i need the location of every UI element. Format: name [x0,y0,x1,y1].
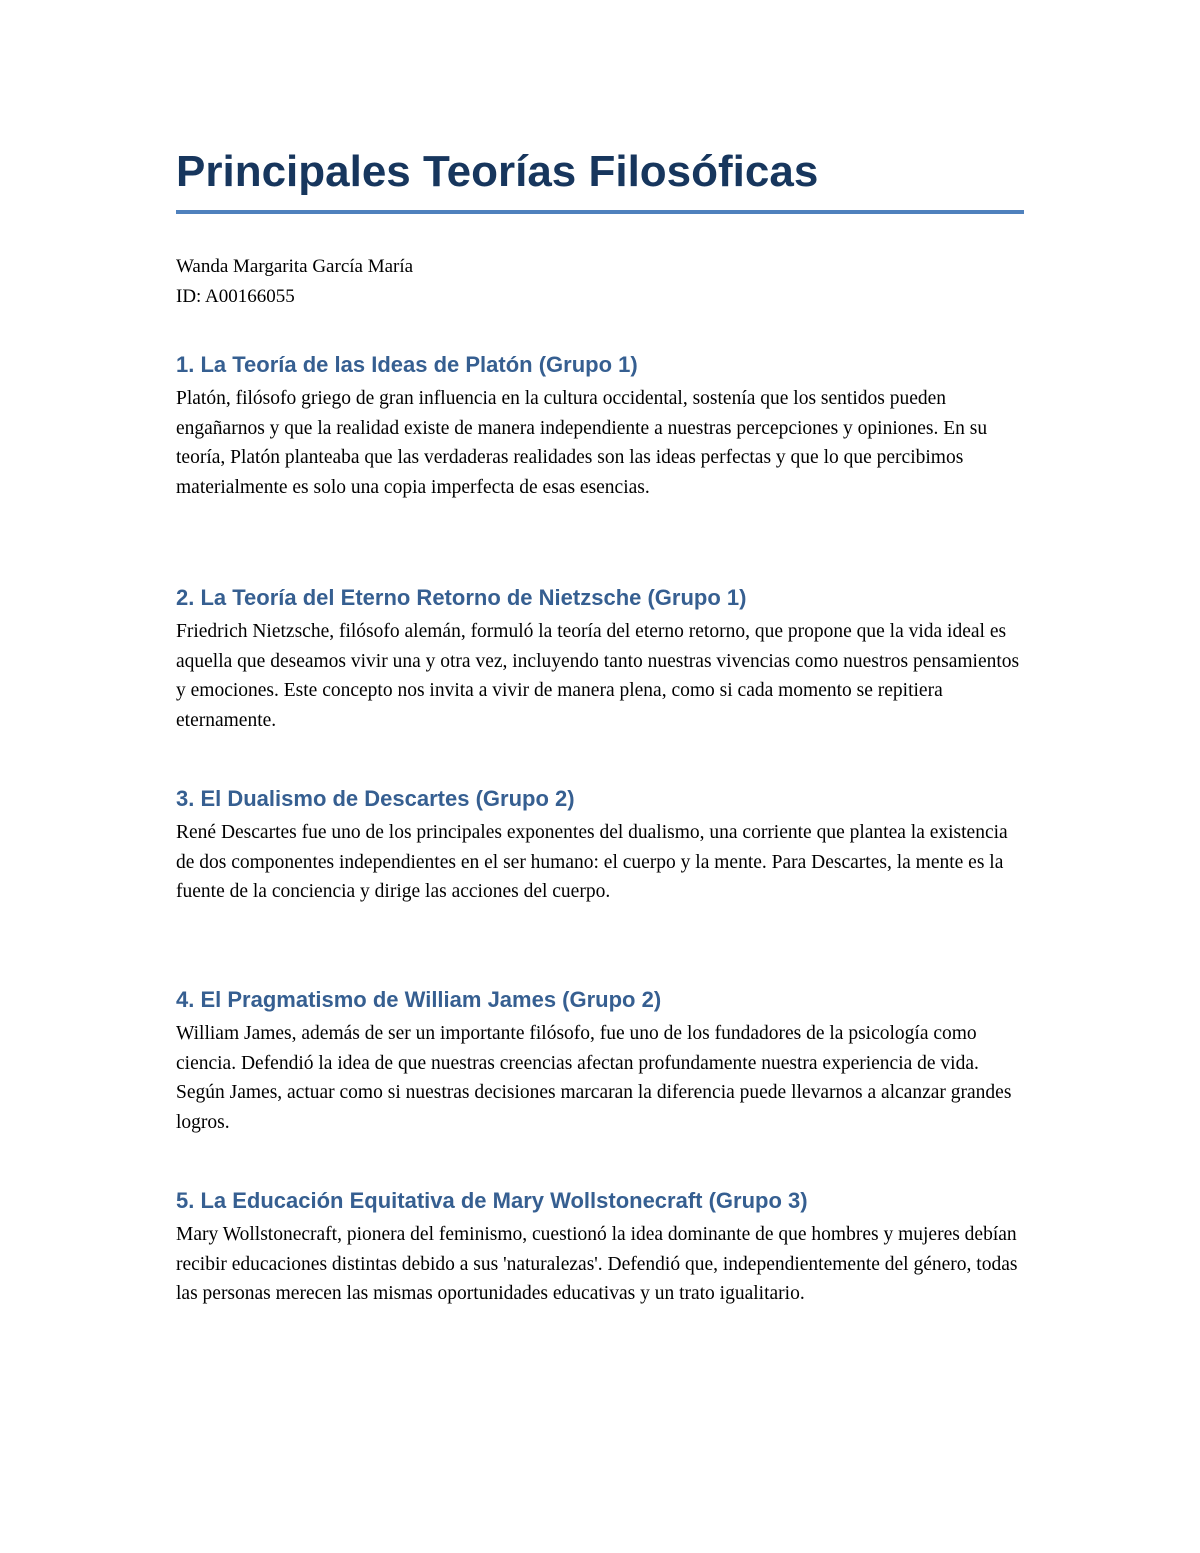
section-heading: 2. La Teoría del Eterno Retorno de Nietzsche (Grupo 1) [176,585,747,610]
section-heading: 1. La Teoría de las Ideas de Platón (Grupo 1) [176,352,638,377]
student-id: ID: A00166055 [176,286,295,307]
title-underline [176,210,1024,214]
section-heading: 5. La Educación Equitativa de Mary Wollstonecraft (Grupo 3) [176,1188,808,1213]
section-4 [176,985,1026,1137]
section-body: René Descartes fue uno de los principales exponentes del dualismo, una corriente que plantea la existencia de dos componentes independientes en el ser humano: el cuerpo y la mente. Para Descartes, la mente es la fuente de la conciencia y dirige las acciones del cuerpo. [176,822,1008,902]
document-content [176,142,1026,312]
section-3 [176,784,1026,907]
section-1 [176,350,1026,502]
section-body: William James, además de ser un importante filósofo, fue uno de los fundadores de la psicología como ciencia. Defendió la idea de que nuestras creencias afectan profundamente nuestra experiencia de vida. Según James, actuar como si nuestras decisiones marcaran la diferencia puede llevarnos a alcanzar grandes logros. [176,1023,1012,1133]
author-name: Wanda Margarita García María [176,256,414,277]
section-heading: 4. El Pragmatismo de William James (Grupo 2) [176,987,662,1012]
section-heading: 3. El Dualismo de Descartes (Grupo 2) [176,786,575,811]
section-body: Friedrich Nietzsche, filósofo alemán, formuló la teoría del eterno retorno, que propone que la vida ideal es aquella que deseamos vivir una y otra vez, incluyendo tanto nuestras vivencias como nuestros pensamientos y emociones. Este concepto nos invita a vivir de manera plena, como si cada momento se repitiera eternamente. [176,621,1020,731]
author-block [176,252,1026,312]
section-5 [176,1186,1026,1309]
section-2 [176,583,1026,735]
section-body: Mary Wollstonecraft, pionera del feminismo, cuestionó la idea dominante de que hombres y mujeres debían recibir educaciones distintas debido a sus 'naturalezas'. Defendió que, independientemente del género, todas las personas merecen las mismas oportunidades educativas y un trato igualitario. [176,1224,1018,1304]
section-body: Platón, filósofo griego de gran influencia en la cultura occidental, sostenía que los sentidos pueden engañarnos y que la realidad existe de manera independiente a nuestras percepciones y opiniones. En su teoría, Platón planteaba que las verdaderas realidades son las ideas perfectas y que lo que percibimos materialmente es solo una copia imperfecta de esas esencias. [176,388,988,498]
document-title: Principales Teorías Filosóficas [176,147,819,196]
